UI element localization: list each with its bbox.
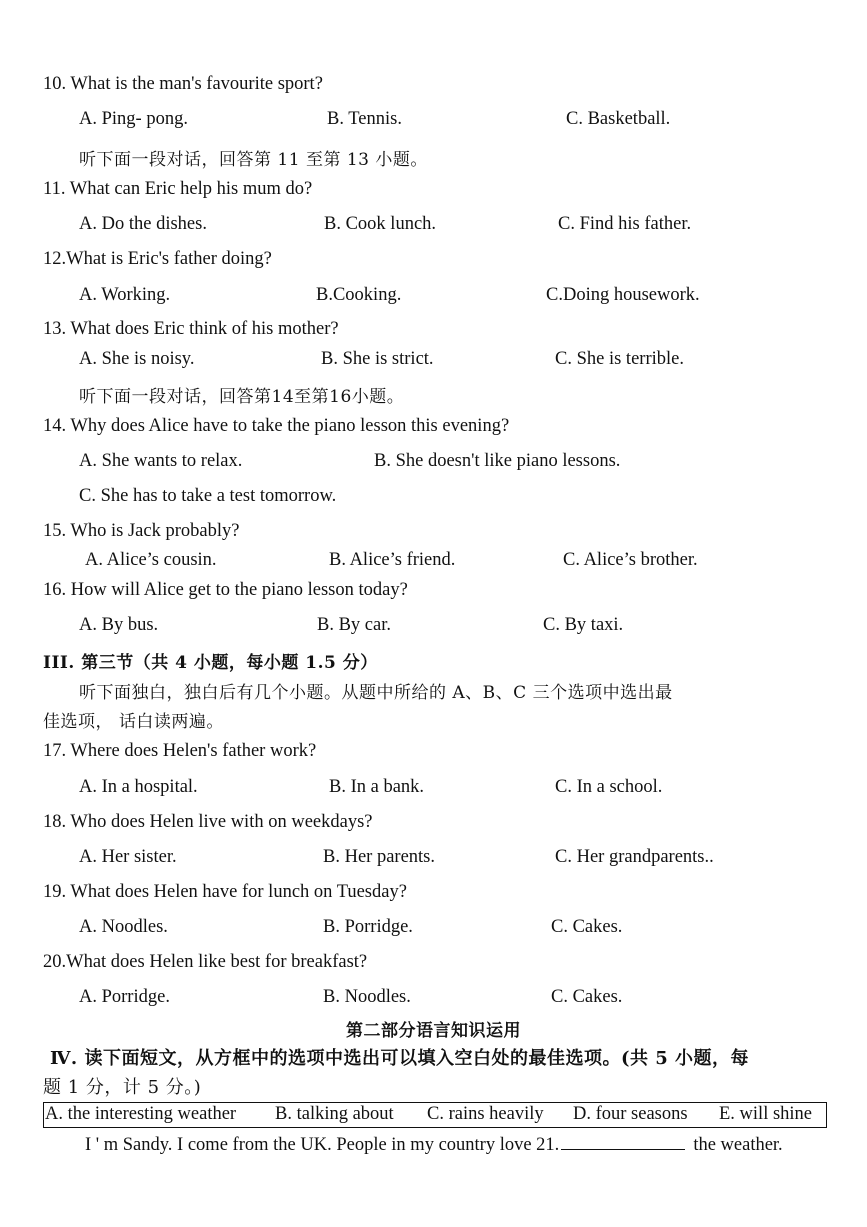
part-2-title: 第二部分语言知识运用 (346, 1021, 521, 1041)
question-20: 20.What does Helen like best for breakfast? (43, 952, 368, 972)
q14-option-b: B. She doesn't like piano lessons. (374, 451, 621, 471)
section-3-title: III. 第三节（共 4 小题，每小题 1.5 分） (43, 653, 378, 673)
box-option-c: C. rains heavily (427, 1104, 544, 1124)
section-4-instruction-line1: Ⅳ. 读下面短文，从方框中的选项中选出可以填入空白处的最佳选项。(共 5 小题，每 (50, 1048, 750, 1069)
box-option-b: B. talking about (275, 1104, 394, 1124)
q16-option-a: A. By bus. (79, 615, 159, 635)
q12-option-a: A. Working. (79, 285, 171, 305)
question-12: 12.What is Eric's father doing? (43, 249, 272, 269)
question-19: 19. What does Helen have for lunch on Tuesday? (43, 882, 407, 902)
box-option-a: A. the interesting weather (45, 1104, 237, 1124)
instruction-14-16: 听下面一段对话，回答第14至第16小题。 (79, 387, 405, 407)
q10-option-a: A. Ping- pong. (79, 109, 188, 129)
q10-option-c: C. Basketball. (566, 109, 671, 129)
q17-option-b: B. In a bank. (329, 777, 425, 797)
q17-option-a: A. In a hospital. (79, 777, 198, 797)
q14-option-a: A. She wants to relax. (79, 451, 243, 471)
options-box (43, 1102, 827, 1128)
q15-option-b: B. Alice’s friend. (329, 550, 456, 570)
box-option-e: E. will shine (719, 1104, 813, 1124)
q15-option-c: C. Alice’s brother. (563, 550, 698, 570)
question-14: 14. Why does Alice have to take the piano lesson this evening? (43, 416, 510, 436)
q20-option-b: B. Noodles. (323, 987, 411, 1007)
q19-option-c: C. Cakes. (551, 917, 623, 937)
question-13: 13. What does Eric think of his mother? (43, 319, 339, 339)
q17-option-c: C. In a school. (555, 777, 663, 797)
q16-option-b: B. By car. (317, 615, 391, 635)
question-11: 11. What can Eric help his mum do? (43, 179, 313, 199)
q18-option-c: C. Her grandparents.. (555, 847, 714, 867)
q20-option-a: A. Porridge. (79, 987, 170, 1007)
q11-option-c: C. Find his father. (558, 214, 692, 234)
q19-option-b: B. Porridge. (323, 917, 413, 937)
q14-option-c: C. She has to take a test tomorrow. (79, 486, 337, 506)
q15-option-a: A. Alice’s cousin. (85, 550, 217, 570)
section-3-instruction-line1: 听下面独白，独白后有几个小题。从题中所给的 A、B、C 三个选项中选出最 (79, 683, 673, 703)
passage-text-end: the weather. (693, 1135, 783, 1155)
q13-option-b: B. She is strict. (321, 349, 434, 369)
passage-line-1 (85, 1133, 783, 1156)
question-18: 18. Who does Helen live with on weekdays? (43, 812, 373, 832)
q12-option-b: B.Cooking. (316, 285, 402, 305)
q11-option-b: B. Cook lunch. (324, 214, 437, 234)
passage-text-start: I ' m Sandy. I come from the UK. People in my country love 21. (85, 1135, 560, 1155)
q10-option-b: B. Tennis. (327, 109, 402, 129)
q16-option-c: C. By taxi. (543, 615, 624, 635)
q20-option-c: C. Cakes. (551, 987, 623, 1007)
q13-option-a: A. She is noisy. (79, 349, 195, 369)
q19-option-a: A. Noodles. (79, 917, 168, 937)
q11-option-a: A. Do the dishes. (79, 214, 207, 234)
instruction-11-13: 听下面一段对话，回答第 11 至第 13 小题。 (79, 150, 428, 170)
q12-option-c: C.Doing housework. (546, 285, 700, 305)
box-option-d: D. four seasons (573, 1104, 688, 1124)
question-15: 15. Who is Jack probably? (43, 521, 240, 541)
q18-option-a: A. Her sister. (79, 847, 177, 867)
q18-option-b: B. Her parents. (323, 847, 435, 867)
answer-blank-21[interactable] (561, 1133, 685, 1150)
section-4-instruction-line2: 题 1 分，计 5 分。) (43, 1077, 202, 1098)
question-16: 16. How will Alice get to the piano lesson today? (43, 580, 408, 600)
question-10: 10. What is the man's favourite sport? (43, 74, 323, 94)
section-3-instruction-line2: 佳选项， 话白读两遍。 (43, 712, 224, 732)
question-17: 17. Where does Helen's father work? (43, 741, 317, 761)
q13-option-c: C. She is terrible. (555, 349, 684, 369)
